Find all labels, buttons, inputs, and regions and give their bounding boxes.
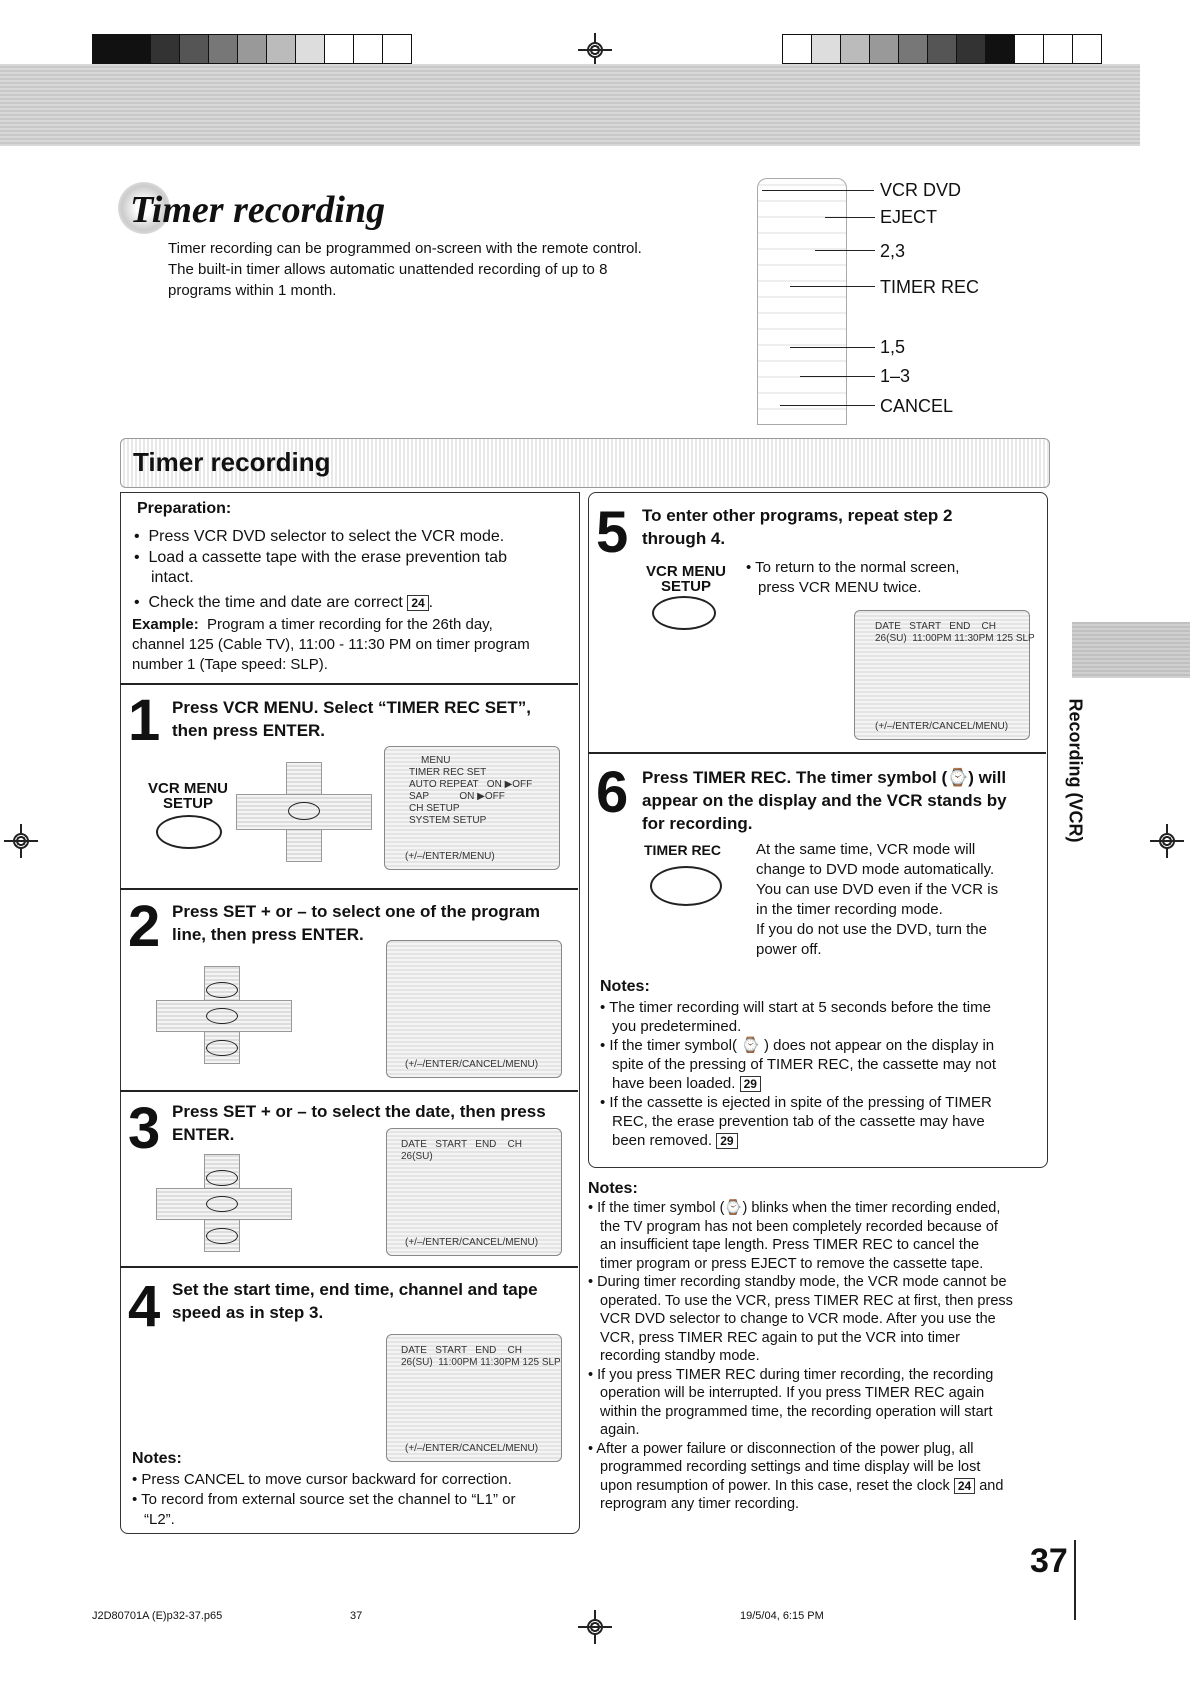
prep-bullet-1: • Press VCR DVD selector to select the VCR mode. [134, 528, 505, 545]
step-5-note: • To return to the normal screen, press VCR MENU twice. [746, 559, 960, 596]
remote-control-illustration [757, 178, 847, 425]
footer-file: J2D80701A (E)p32-37.p65 [92, 1610, 223, 1622]
section-header [120, 438, 1050, 488]
remote-label-cancel: CANCEL [880, 396, 954, 416]
divider [588, 752, 1046, 754]
step-3-title: Press SET + or – to select the date, then press ENTER. [172, 1102, 546, 1144]
crosshair-right-icon [1150, 824, 1184, 858]
page-ref-badge: 24 [407, 595, 428, 611]
divider [120, 1090, 578, 1092]
bottom-notes-title: Notes: [588, 1180, 638, 1197]
callout-line [762, 190, 874, 191]
step-2-title: Press SET + or – to select one of the program line, then press ENTER. [172, 902, 540, 944]
intro-text: Timer recording can be programmed on-screen with the remote control. The built-in timer allows automatic unattended recording of up to 8 programs within 1 month. [168, 240, 642, 299]
page-number-rule [1074, 1540, 1076, 1620]
time-screen: DATE START END CH 26(SU) 11:00PM 11:30PM 125 SLP (+/–/ENTER/CANCEL/MENU) [386, 1334, 562, 1462]
vcr-menu-label: VCR MENU SETUP [646, 563, 727, 595]
registration-bar-left [92, 34, 411, 64]
callout-line [815, 250, 875, 251]
callout-line [790, 347, 875, 348]
divider [120, 888, 578, 890]
page-ref-badge: 24 [954, 1478, 975, 1494]
bottom-notes: • If the timer symbol (⌚) blinks when the timer recording ended, the TV program has not been completely recorded because of an insufficient tape length. Press TIMER REC to cancel the timer program or press EJECT to remove the cassette tape. • During timer recording standby mode, the VCR mode cannot be operated. To use the VCR, press TIMER REC at first, then press VCR DVD selector to change to VCR mode. After you use the VCR, press TIMER REC again to put the VCR into timer recording standby mode. • If you press TIMER REC during timer recording, the recording operation will be interrupted. If you press TIMER REC again within the programmed time, the recording operation will start again. • After a power failure or disconnection of the power plug, all programmed recording settings and time display will be lost upon resumption of power. In this case, reset the clock 24 and reprogram any timer recording. [588, 1200, 1013, 1512]
step-6-body: At the same time, VCR mode will change to DVD mode automatically. You can use DVD even if the VCR is in the timer recording mode. If you do not use the DVD, turn the power off. [756, 841, 999, 958]
remote-label-1-5: 1,5 [880, 337, 906, 357]
step-4-title: Set the start time, end time, channel and tape speed as in step 3. [172, 1280, 538, 1322]
entered-screen: DATE START END CH 26(SU) 11:00PM 11:30PM 125 SLP (+/–/ENTER/CANCEL/MENU) [854, 610, 1030, 740]
crosshair-bottom-icon [578, 1610, 612, 1644]
preparation-title: Preparation: [137, 500, 232, 517]
vcr-menu-label: VCR MENU SETUP [148, 780, 229, 812]
step-5-title: To enter other programs, repeat step 2 through 4. [642, 506, 953, 548]
crosshair-left-icon [4, 824, 38, 858]
registration-bar-right [782, 34, 1101, 64]
remote-label-timer-rec: TIMER REC [880, 277, 979, 297]
step-6-title: Press TIMER REC. The timer symbol (⌚) will appear on the display and the VCR stands by for recording. [642, 768, 1007, 833]
set-minus-button[interactable] [206, 1040, 238, 1056]
date-screen: DATE START END CH 26(SU) (+/–/ENTER/CANCEL/MENU) [386, 1128, 562, 1256]
example-text: Example: Program a timer recording for the 26th day, channel 125 (Cable TV), 11:00 - 11:30 PM on timer program number 1 (Tape speed: SLP). [132, 616, 530, 673]
footer-date: 19/5/04, 6:15 PM [740, 1610, 824, 1622]
page-title: Timer recording [130, 189, 386, 231]
enter-button[interactable] [206, 1008, 238, 1024]
callout-line [825, 217, 875, 218]
set-plus-button[interactable] [206, 1170, 238, 1186]
remote-label-2-3: 2,3 [880, 241, 906, 261]
vcr-menu-button[interactable] [652, 596, 716, 630]
set-plus-button[interactable] [206, 982, 238, 998]
remote-label-1-3: 1–3 [880, 366, 911, 386]
divider [120, 683, 578, 685]
step6-notes: • The timer recording will start at 5 seconds before the time you predetermined. • If the timer symbol( ⌚ ) does not appear on the display in spite of the pressing of TIMER REC, the cassette may not have been loaded. 29 • If the cassette is ejected in spite of the pressing of TIMER REC, the erase prevention tab of the cassette may have been removed. 29 [600, 999, 997, 1149]
step-2-number: 2 [128, 894, 161, 959]
crosshair-top-icon [578, 33, 612, 67]
divider [120, 1266, 578, 1268]
step4-notes-title: Notes: [132, 1450, 182, 1467]
vcr-menu-button[interactable] [156, 815, 222, 849]
remote-label-eject: EJECT [880, 207, 938, 227]
step-6-number: 6 [596, 760, 629, 825]
timer-rec-label: TIMER REC [644, 842, 721, 858]
program-screen: (+/–/ENTER/CANCEL/MENU) [386, 940, 562, 1078]
set-minus-button[interactable] [206, 1228, 238, 1244]
prep-bullet-2-cont: intact. [151, 569, 194, 586]
menu-screen: MENU TIMER REC SET AUTO REPEAT ON ▶OFF SAP ON ▶OFF CH SETUP SYSTEM SETUP (+/–/ENTER/MENU) [384, 746, 560, 870]
side-tab-label: Recording (VCR) [1065, 698, 1086, 843]
step6-notes-title: Notes: [600, 978, 650, 995]
remote-label-vcr-dvd: VCR DVD [880, 180, 962, 200]
step-1-number: 1 [128, 688, 161, 753]
page-number: 37 [1030, 1542, 1068, 1580]
callout-line [790, 286, 875, 287]
step-4-number: 4 [128, 1274, 161, 1339]
timer-rec-button[interactable] [650, 866, 722, 906]
page-ref-badge: 29 [740, 1076, 761, 1092]
footer-page: 37 [350, 1610, 363, 1622]
prep-bullet-3: • Check the time and date are correct 24 . [134, 594, 434, 611]
section-title: Timer recording [133, 447, 331, 477]
enter-button[interactable] [288, 802, 320, 820]
side-tab [1072, 622, 1190, 678]
page-ref-badge: 29 [716, 1133, 737, 1149]
step-3-number: 3 [128, 1096, 161, 1161]
callout-line [780, 405, 875, 406]
enter-button[interactable] [206, 1196, 238, 1212]
step-5-number: 5 [596, 500, 629, 565]
callout-line [800, 376, 875, 377]
prep-bullet-2: • Load a cassette tape with the erase prevention tab [134, 549, 507, 566]
step4-notes: • Press CANCEL to move cursor backward for correction. • To record from external source set the channel to “L1” or “L2”. [132, 1471, 516, 1528]
header-band [0, 64, 1140, 146]
step-1-title: Press VCR MENU. Select “TIMER REC SET”, then press ENTER. [172, 698, 531, 740]
